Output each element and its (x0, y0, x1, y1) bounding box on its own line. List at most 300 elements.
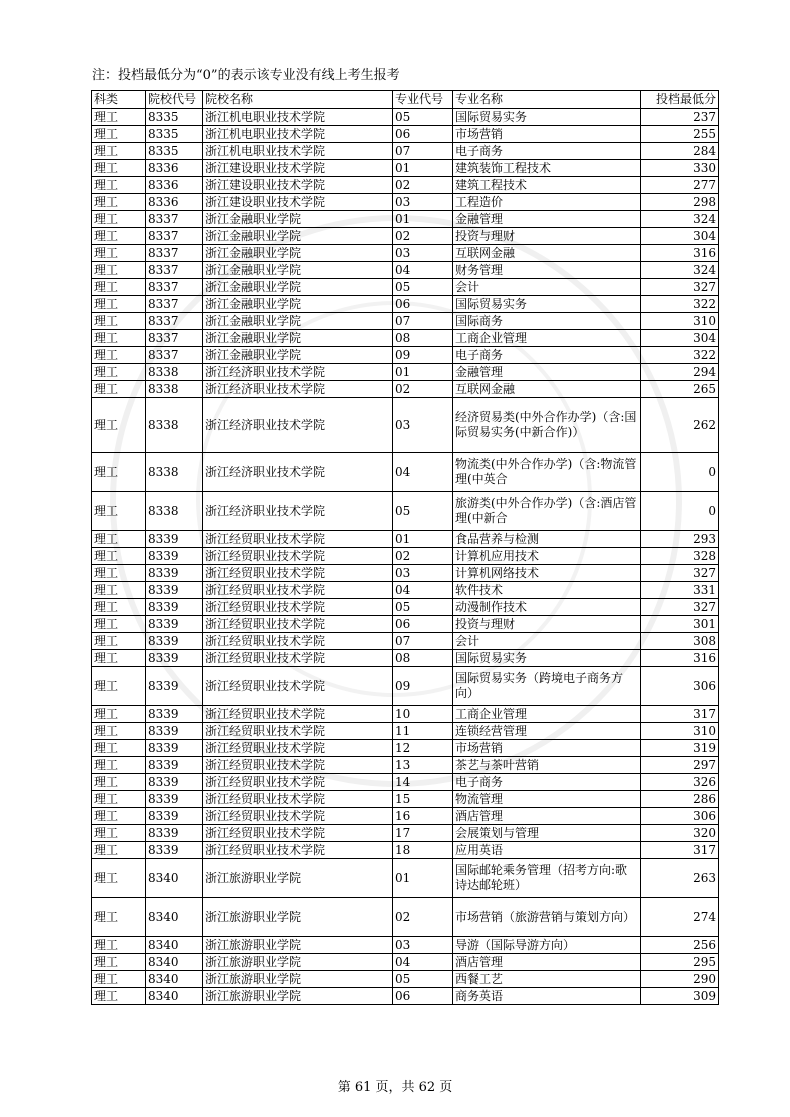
cell-min-score: 326 (641, 774, 719, 791)
cell-major-name: 茶艺与茶叶营销 (453, 757, 641, 774)
cell-school-code: 8338 (146, 398, 203, 453)
cell-category: 理工 (92, 740, 146, 757)
cell-school-name: 浙江建设职业技术学院 (203, 177, 393, 194)
cell-major-name: 投资与理财 (453, 616, 641, 633)
cell-major-code: 07 (393, 633, 453, 650)
header-school-code: 院校代号 (146, 91, 203, 109)
table-row (92, 211, 719, 228)
cell-major-code: 05 (393, 109, 453, 126)
page-footer: 第 61 页，共 62 页 (337, 1080, 453, 1095)
cell-school-name: 浙江旅游职业学院 (203, 898, 393, 937)
cell-major-name: 计算机网络技术 (453, 565, 641, 582)
cell-school-name: 浙江金融职业学院 (203, 211, 393, 228)
cell-major-code: 08 (393, 650, 453, 667)
table-row (92, 971, 719, 988)
cell-school-name: 浙江经贸职业技术学院 (203, 616, 393, 633)
cell-school-name: 浙江旅游职业学院 (203, 937, 393, 954)
cell-min-score: 263 (641, 859, 719, 898)
cell-school-code: 8340 (146, 988, 203, 1005)
cell-category: 理工 (92, 245, 146, 262)
cell-major-code: 09 (393, 667, 453, 706)
cell-school-name: 浙江经济职业技术学院 (203, 453, 393, 492)
cell-school-name: 浙江经贸职业技术学院 (203, 774, 393, 791)
cell-major-name: 会计 (453, 279, 641, 296)
cell-school-name: 浙江金融职业学院 (203, 279, 393, 296)
cell-major-code: 17 (393, 825, 453, 842)
cell-school-code: 8336 (146, 160, 203, 177)
cell-category: 理工 (92, 633, 146, 650)
cell-major-name: 食品营养与检测 (453, 531, 641, 548)
cell-school-code: 8337 (146, 211, 203, 228)
table-row (92, 347, 719, 364)
table-row (92, 228, 719, 245)
cell-major-code: 02 (393, 548, 453, 565)
cell-major-name: 酒店管理 (453, 954, 641, 971)
cell-major-name: 建筑装饰工程技术 (453, 160, 641, 177)
cell-major-code: 16 (393, 808, 453, 825)
cell-min-score: 324 (641, 262, 719, 279)
table-body (92, 109, 719, 1005)
cell-major-code: 11 (393, 723, 453, 740)
cell-major-name: 导游（国际导游方向） (453, 937, 641, 954)
cell-min-score: 0 (641, 492, 719, 531)
cell-school-name: 浙江建设职业技术学院 (203, 160, 393, 177)
cell-min-score: 256 (641, 937, 719, 954)
cell-school-name: 浙江经贸职业技术学院 (203, 757, 393, 774)
cell-category: 理工 (92, 954, 146, 971)
cell-school-name: 浙江旅游职业学院 (203, 971, 393, 988)
table-row (92, 531, 719, 548)
cell-school-name: 浙江经贸职业技术学院 (203, 825, 393, 842)
cell-major-code: 03 (393, 565, 453, 582)
cell-major-code: 01 (393, 859, 453, 898)
cell-min-score: 262 (641, 398, 719, 453)
table-row (92, 633, 719, 650)
cell-major-code: 06 (393, 988, 453, 1005)
cell-major-code: 04 (393, 453, 453, 492)
table-row (92, 842, 719, 859)
cell-major-code: 05 (393, 599, 453, 616)
cell-school-name: 浙江旅游职业学院 (203, 954, 393, 971)
cell-major-name: 投资与理财 (453, 228, 641, 245)
cell-category: 理工 (92, 313, 146, 330)
cell-school-code: 8339 (146, 825, 203, 842)
cell-major-name: 互联网金融 (453, 245, 641, 262)
cell-major-code: 02 (393, 898, 453, 937)
header-major-code: 专业代号 (393, 91, 453, 109)
cell-category: 理工 (92, 791, 146, 808)
cell-major-code: 09 (393, 347, 453, 364)
cell-school-code: 8337 (146, 228, 203, 245)
cell-min-score: 304 (641, 228, 719, 245)
table-row (92, 599, 719, 616)
cell-major-code: 10 (393, 706, 453, 723)
cell-category: 理工 (92, 143, 146, 160)
cell-school-code: 8339 (146, 706, 203, 723)
cell-category: 理工 (92, 757, 146, 774)
cell-category: 理工 (92, 262, 146, 279)
cell-school-code: 8339 (146, 616, 203, 633)
cell-major-name: 金融管理 (453, 364, 641, 381)
cell-min-score: 286 (641, 791, 719, 808)
cell-category: 理工 (92, 706, 146, 723)
cell-school-code: 8339 (146, 757, 203, 774)
table-row (92, 954, 719, 971)
cell-major-name: 酒店管理 (453, 808, 641, 825)
table-row (92, 859, 719, 898)
cell-school-name: 浙江经贸职业技术学院 (203, 548, 393, 565)
cell-major-code: 18 (393, 842, 453, 859)
cell-school-name: 浙江经济职业技术学院 (203, 492, 393, 531)
table-row (92, 492, 719, 531)
cell-major-code: 01 (393, 160, 453, 177)
note-text: 注：投档最低分为“0”的表示该专业没有线上考生报考 (92, 68, 400, 83)
cell-min-score: 297 (641, 757, 719, 774)
cell-min-score: 295 (641, 954, 719, 971)
cell-category: 理工 (92, 898, 146, 937)
cell-category: 理工 (92, 616, 146, 633)
cell-school-name: 浙江金融职业学院 (203, 262, 393, 279)
table-row (92, 774, 719, 791)
table-row (92, 381, 719, 398)
cell-category: 理工 (92, 565, 146, 582)
cell-category: 理工 (92, 859, 146, 898)
cell-school-code: 8337 (146, 245, 203, 262)
cell-category: 理工 (92, 453, 146, 492)
cell-category: 理工 (92, 211, 146, 228)
admission-table (91, 90, 719, 1005)
cell-min-score: 316 (641, 245, 719, 262)
cell-major-name: 电子商务 (453, 143, 641, 160)
cell-school-code: 8340 (146, 971, 203, 988)
table-row (92, 898, 719, 937)
cell-major-code: 04 (393, 262, 453, 279)
cell-school-code: 8339 (146, 548, 203, 565)
cell-school-name: 浙江经贸职业技术学院 (203, 667, 393, 706)
cell-min-score: 308 (641, 633, 719, 650)
table-row (92, 582, 719, 599)
cell-min-score: 330 (641, 160, 719, 177)
cell-category: 理工 (92, 825, 146, 842)
cell-school-name: 浙江机电职业技术学院 (203, 109, 393, 126)
cell-min-score: 290 (641, 971, 719, 988)
header-category: 科类 (92, 91, 146, 109)
cell-min-score: 306 (641, 667, 719, 706)
cell-school-code: 8338 (146, 492, 203, 531)
cell-school-code: 8339 (146, 565, 203, 582)
cell-major-name: 会计 (453, 633, 641, 650)
cell-min-score: 322 (641, 347, 719, 364)
cell-major-code: 04 (393, 582, 453, 599)
cell-category: 理工 (92, 398, 146, 453)
table-row (92, 364, 719, 381)
cell-school-code: 8339 (146, 723, 203, 740)
cell-school-code: 8339 (146, 633, 203, 650)
cell-school-code: 8339 (146, 531, 203, 548)
cell-school-name: 浙江经济职业技术学院 (203, 398, 393, 453)
cell-school-name: 浙江经贸职业技术学院 (203, 582, 393, 599)
cell-major-code: 13 (393, 757, 453, 774)
table-row (92, 330, 719, 347)
cell-category: 理工 (92, 988, 146, 1005)
cell-school-name: 浙江经贸职业技术学院 (203, 706, 393, 723)
cell-major-name: 经济贸易类(中外合作办学)（含:国际贸易实务(中新合作)） (453, 398, 641, 453)
table-row (92, 160, 719, 177)
cell-major-name: 国际贸易实务 (453, 109, 641, 126)
cell-category: 理工 (92, 492, 146, 531)
cell-major-code: 14 (393, 774, 453, 791)
table-row (92, 616, 719, 633)
cell-category: 理工 (92, 599, 146, 616)
cell-category: 理工 (92, 177, 146, 194)
cell-school-code: 8339 (146, 650, 203, 667)
cell-category: 理工 (92, 279, 146, 296)
cell-category: 理工 (92, 808, 146, 825)
cell-category: 理工 (92, 109, 146, 126)
table-row (92, 109, 719, 126)
cell-school-name: 浙江金融职业学院 (203, 245, 393, 262)
cell-min-score: 328 (641, 548, 719, 565)
table-row (92, 937, 719, 954)
cell-min-score: 327 (641, 279, 719, 296)
cell-category: 理工 (92, 937, 146, 954)
cell-major-name: 电子商务 (453, 774, 641, 791)
cell-school-name: 浙江旅游职业学院 (203, 988, 393, 1005)
cell-category: 理工 (92, 330, 146, 347)
table-row (92, 262, 719, 279)
table-row (92, 808, 719, 825)
cell-major-code: 03 (393, 937, 453, 954)
cell-min-score: 327 (641, 565, 719, 582)
table-row (92, 296, 719, 313)
cell-min-score: 306 (641, 808, 719, 825)
header-min-score: 投档最低分 (641, 91, 719, 109)
cell-category: 理工 (92, 126, 146, 143)
cell-school-name: 浙江经济职业技术学院 (203, 364, 393, 381)
cell-min-score: 0 (641, 453, 719, 492)
cell-school-code: 8338 (146, 453, 203, 492)
cell-school-code: 8337 (146, 313, 203, 330)
cell-min-score: 316 (641, 650, 719, 667)
cell-category: 理工 (92, 774, 146, 791)
cell-major-name: 财务管理 (453, 262, 641, 279)
cell-school-code: 8339 (146, 842, 203, 859)
cell-school-code: 8339 (146, 582, 203, 599)
cell-major-code: 02 (393, 228, 453, 245)
cell-major-code: 06 (393, 616, 453, 633)
cell-major-name: 国际商务 (453, 313, 641, 330)
cell-school-code: 8336 (146, 177, 203, 194)
cell-major-name: 西餐工艺 (453, 971, 641, 988)
table-row (92, 279, 719, 296)
cell-min-score: 317 (641, 842, 719, 859)
cell-school-code: 8339 (146, 599, 203, 616)
cell-min-score: 319 (641, 740, 719, 757)
cell-school-name: 浙江机电职业技术学院 (203, 143, 393, 160)
cell-min-score: 277 (641, 177, 719, 194)
cell-min-score: 284 (641, 143, 719, 160)
cell-major-name: 会展策划与管理 (453, 825, 641, 842)
cell-major-name: 物流类(中外合作办学)（含:物流管理(中英合 (453, 453, 641, 492)
table-row (92, 143, 719, 160)
cell-major-name: 市场营销（旅游营销与策划方向） (453, 898, 641, 937)
table-row (92, 825, 719, 842)
cell-min-score: 309 (641, 988, 719, 1005)
cell-major-name: 金融管理 (453, 211, 641, 228)
cell-school-code: 8337 (146, 347, 203, 364)
cell-school-name: 浙江经贸职业技术学院 (203, 633, 393, 650)
table-row (92, 548, 719, 565)
cell-major-code: 01 (393, 364, 453, 381)
cell-major-code: 12 (393, 740, 453, 757)
cell-major-name: 软件技术 (453, 582, 641, 599)
cell-major-name: 工商企业管理 (453, 330, 641, 347)
cell-major-name: 建筑工程技术 (453, 177, 641, 194)
cell-school-code: 8339 (146, 791, 203, 808)
cell-min-score: 274 (641, 898, 719, 937)
cell-min-score: 304 (641, 330, 719, 347)
cell-category: 理工 (92, 531, 146, 548)
cell-major-code: 05 (393, 492, 453, 531)
table-row (92, 988, 719, 1005)
cell-major-name: 国际贸易实务 (453, 296, 641, 313)
cell-school-code: 8338 (146, 364, 203, 381)
cell-school-name: 浙江经贸职业技术学院 (203, 531, 393, 548)
cell-major-name: 市场营销 (453, 126, 641, 143)
table-row (92, 177, 719, 194)
table-row (92, 194, 719, 211)
cell-school-code: 8339 (146, 774, 203, 791)
cell-min-score: 294 (641, 364, 719, 381)
cell-school-code: 8340 (146, 898, 203, 937)
cell-school-name: 浙江经贸职业技术学院 (203, 842, 393, 859)
cell-major-code: 03 (393, 398, 453, 453)
cell-school-name: 浙江金融职业学院 (203, 313, 393, 330)
table-header-row (92, 91, 719, 109)
cell-school-code: 8337 (146, 330, 203, 347)
cell-school-name: 浙江经贸职业技术学院 (203, 650, 393, 667)
cell-school-code: 8339 (146, 808, 203, 825)
cell-min-score: 317 (641, 706, 719, 723)
cell-school-code: 8340 (146, 954, 203, 971)
cell-major-code: 07 (393, 143, 453, 160)
cell-major-code: 01 (393, 531, 453, 548)
cell-major-code: 06 (393, 126, 453, 143)
cell-major-code: 04 (393, 954, 453, 971)
cell-major-code: 08 (393, 330, 453, 347)
table-row (92, 740, 719, 757)
cell-major-name: 国际邮轮乘务管理（招考方向:歌诗达邮轮班） (453, 859, 641, 898)
cell-category: 理工 (92, 364, 146, 381)
cell-category: 理工 (92, 296, 146, 313)
table-row (92, 706, 719, 723)
cell-major-name: 市场营销 (453, 740, 641, 757)
cell-category: 理工 (92, 381, 146, 398)
cell-major-name: 国际贸易实务（跨境电子商务方向） (453, 667, 641, 706)
cell-school-code: 8337 (146, 262, 203, 279)
header-major-name: 专业名称 (453, 91, 641, 109)
cell-school-name: 浙江机电职业技术学院 (203, 126, 393, 143)
cell-major-name: 应用英语 (453, 842, 641, 859)
cell-school-code: 8335 (146, 109, 203, 126)
table-row (92, 398, 719, 453)
header-school-name: 院校名称 (203, 91, 393, 109)
cell-major-name: 国际贸易实务 (453, 650, 641, 667)
table-row (92, 723, 719, 740)
cell-min-score: 237 (641, 109, 719, 126)
cell-category: 理工 (92, 650, 146, 667)
cell-major-code: 05 (393, 279, 453, 296)
cell-category: 理工 (92, 971, 146, 988)
cell-major-code: 03 (393, 194, 453, 211)
cell-school-name: 浙江经贸职业技术学院 (203, 740, 393, 757)
cell-category: 理工 (92, 723, 146, 740)
table-row (92, 757, 719, 774)
table-row (92, 791, 719, 808)
cell-major-code: 06 (393, 296, 453, 313)
cell-min-score: 255 (641, 126, 719, 143)
table-row (92, 453, 719, 492)
cell-category: 理工 (92, 347, 146, 364)
cell-category: 理工 (92, 667, 146, 706)
cell-school-name: 浙江金融职业学院 (203, 228, 393, 245)
table-row (92, 245, 719, 262)
table-row (92, 313, 719, 330)
cell-school-code: 8340 (146, 859, 203, 898)
cell-category: 理工 (92, 548, 146, 565)
cell-category: 理工 (92, 160, 146, 177)
table-row (92, 126, 719, 143)
cell-major-name: 计算机应用技术 (453, 548, 641, 565)
cell-min-score: 320 (641, 825, 719, 842)
cell-category: 理工 (92, 582, 146, 599)
cell-school-name: 浙江经济职业技术学院 (203, 381, 393, 398)
cell-school-name: 浙江金融职业学院 (203, 296, 393, 313)
cell-min-score: 310 (641, 723, 719, 740)
cell-school-code: 8339 (146, 740, 203, 757)
cell-major-code: 05 (393, 971, 453, 988)
cell-major-name: 物流管理 (453, 791, 641, 808)
cell-school-name: 浙江金融职业学院 (203, 347, 393, 364)
cell-school-name: 浙江经贸职业技术学院 (203, 808, 393, 825)
cell-school-code: 8338 (146, 381, 203, 398)
cell-min-score: 310 (641, 313, 719, 330)
cell-school-code: 8335 (146, 126, 203, 143)
cell-min-score: 265 (641, 381, 719, 398)
cell-category: 理工 (92, 194, 146, 211)
cell-major-code: 15 (393, 791, 453, 808)
cell-major-name: 商务英语 (453, 988, 641, 1005)
cell-school-name: 浙江经贸职业技术学院 (203, 599, 393, 616)
cell-major-name: 旅游类(中外合作办学)（含:酒店管理(中新合 (453, 492, 641, 531)
cell-school-name: 浙江金融职业学院 (203, 330, 393, 347)
cell-major-name: 动漫制作技术 (453, 599, 641, 616)
cell-school-code: 8337 (146, 296, 203, 313)
cell-major-code: 01 (393, 211, 453, 228)
cell-major-name: 工商企业管理 (453, 706, 641, 723)
cell-category: 理工 (92, 842, 146, 859)
cell-major-name: 电子商务 (453, 347, 641, 364)
table-row (92, 565, 719, 582)
cell-major-name: 工程造价 (453, 194, 641, 211)
cell-school-code: 8337 (146, 279, 203, 296)
cell-school-code: 8339 (146, 667, 203, 706)
cell-major-name: 互联网金融 (453, 381, 641, 398)
cell-min-score: 322 (641, 296, 719, 313)
cell-school-name: 浙江建设职业技术学院 (203, 194, 393, 211)
cell-category: 理工 (92, 228, 146, 245)
cell-school-code: 8335 (146, 143, 203, 160)
